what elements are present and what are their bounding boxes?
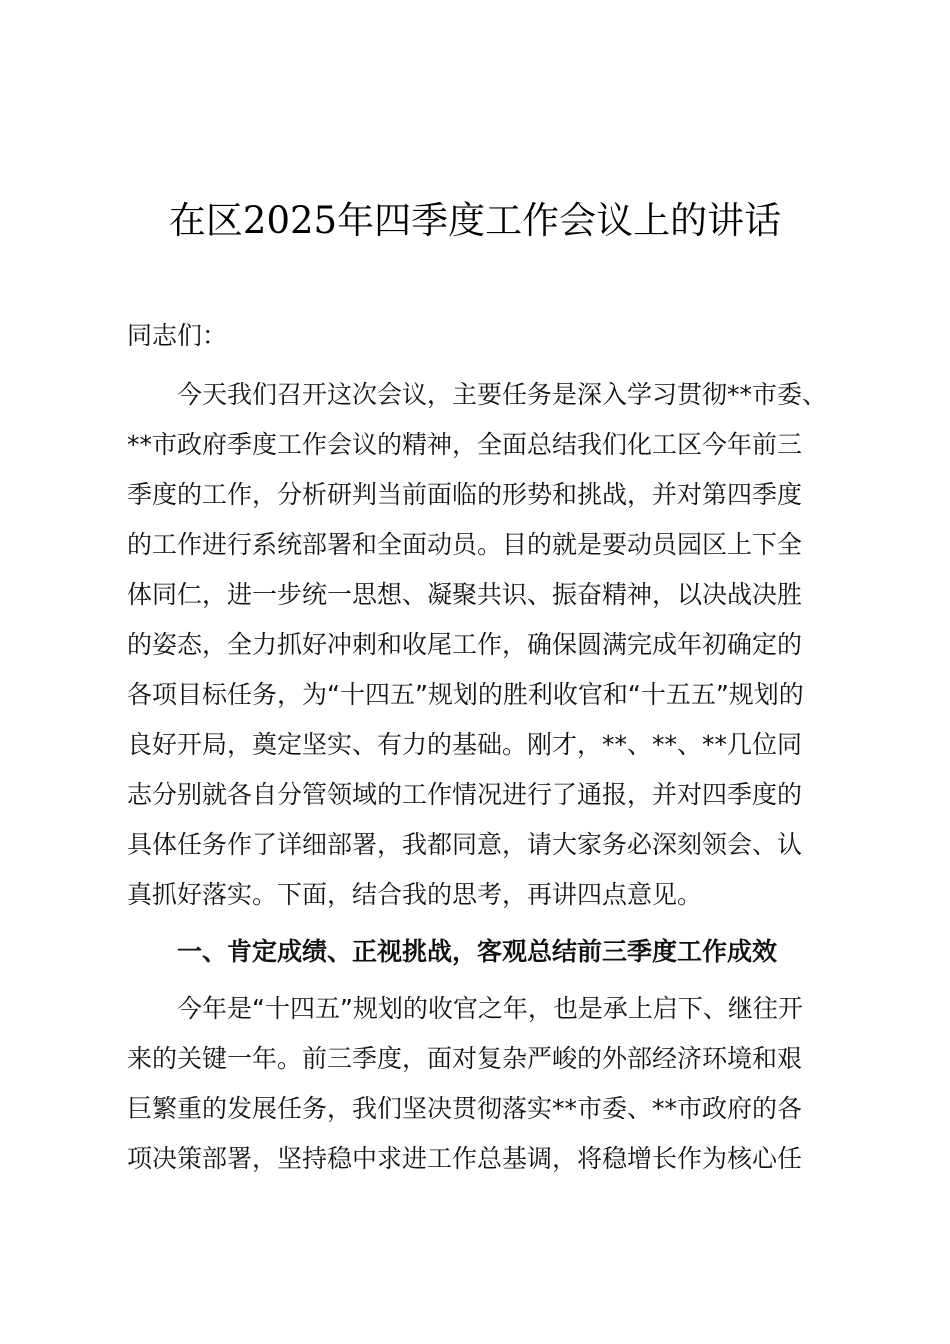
section-heading: 一、肯定成绩、正视挑战，客观总结前三季度工作成效 — [177, 937, 778, 966]
paragraph-line: 志分别就各自分管领域的工作情况进行了通报，并对四季度的 — [127, 780, 803, 809]
paragraph-line: 的工作进行系统部署和全面动员。目的就是要动员园区上下全 — [127, 530, 803, 559]
paragraph-line: 良好开局，奠定坚实、有力的基础。刚才，**、**、**几位同 — [127, 730, 803, 759]
paragraph-line: 各项目标任务，为“十四五”规划的胜利收官和“十五五”规划的 — [127, 680, 804, 709]
paragraph-line: 来的关键一年。前三季度，面对复杂严峻的外部经济环境和艰 — [127, 1044, 803, 1073]
salutation: 同志们： — [127, 321, 228, 350]
paragraph-line: 的姿态，全力抓好冲刺和收尾工作，确保圆满完成年初确定的 — [127, 630, 803, 659]
paragraph-line: 体同仁，进一步统一思想、凝聚共识、振奋精神，以决战决胜 — [127, 580, 803, 609]
paragraph-line: 具体任务作了详细部署，我都同意，请大家务必深刻领会、认 — [127, 830, 803, 859]
paragraph-line: 今年是“十四五”规划的收官之年，也是承上启下、继往开 — [177, 994, 803, 1023]
paragraph-line: **市政府季度工作会议的精神，全面总结我们化工区今年前三 — [127, 430, 803, 459]
paragraph-line: 季度的工作，分析研判当前面临的形势和挑战，并对第四季度 — [127, 480, 803, 509]
paragraph-line: 巨繁重的发展任务，我们坚决贯彻落实**市委、**市政府的各 — [127, 1094, 803, 1123]
paragraph-line: 今天我们召开这次会议，主要任务是深入学习贯彻**市委、 — [177, 380, 828, 409]
paragraph-line: 真抓好落实。下面，结合我的思考，再讲四点意见。 — [127, 880, 703, 909]
document-title: 在区2025年四季度工作会议上的讲话 — [168, 199, 782, 242]
paragraph-line: 项决策部署，坚持稳中求进工作总基调，将稳增长作为核心任 — [127, 1144, 803, 1173]
